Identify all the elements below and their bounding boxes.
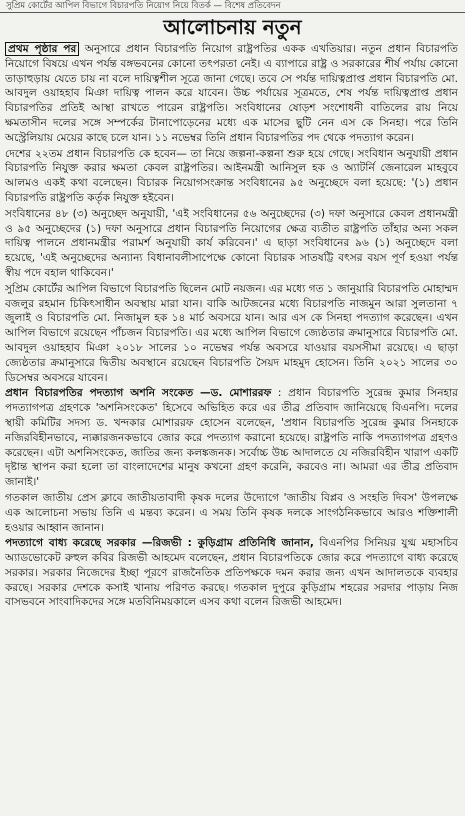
paragraph-2	[5, 147, 458, 206]
dateline: : কুড়িগ্রাম প্রতিনিধি জানান,	[181, 537, 314, 550]
paragraph-5	[5, 386, 458, 490]
continuation-tag: প্রথম পৃষ্ঠার পর	[5, 42, 79, 56]
paragraph-text: সংবিধানের ৪৮ (৩) অনুচ্ছেদ অনুযায়ী, 'এই সংবিধানের ৫৬ অনুচ্ছেদের (৩) দফা অনুসারে কেবল প্রধানমন্ত্রী ও ৯৫ অনুচ্ছেদের (১) দফা অনুসারে প্রধান বিচারপতি নিয়োগের ক্ষেত্র ব্যতীত রাষ্ট্রপতি তাঁহার অন্য সকল দায়িত্ব পালনে প্রধানমন্ত্রীর পরামর্শ অনুযায়ী কার্য করিবেন।' এ ছাড়া সংবিধানের ৯৬ (১) অনুচ্ছেদে বলা হয়েছে, 'এই অনুচ্ছেদের অন্যান্য বিধানাবলীসাপেক্ষে কোনো বিচারক সাতষট্টি বৎসর বয়স পূর্ণ হওয়া পর্যন্ত স্বীয় পদে বহাল থাকিবেন।'	[5, 207, 458, 279]
paragraph-text: সুপ্রিম কোর্টের আপিল বিভাগে বিচারপতি ছিলেন মোট নয়জন। এর মধ্যে গত ১ জানুয়ারি বিচারপতি মোহাম্মদ বজলুর রহমান চিকিৎসাধীন অবস্থায় মারা যান। বাকি আটজনের মধ্যে বিচারপতি নাজমুন আরা সুলতানা ৭ জুলাই ও বিচারপতি মো. নিজামুল হক ১৪ মার্চ অবসরে যান। আর এস কে সিনহা পদত্যাগ করেছেন। এখন আপিল বিভাগে রয়েছেন পাঁচজন বিচারপতি। এর মধ্যে আপিল বিভাগে জ্যেষ্ঠতার ক্রমানুসারে বিচারপতি মো. আবদুল ওয়াহহাব মিঞা ২০১৮ সালের ১০ নভেম্বর পর্যন্ত অবসরে যাওয়ার বয়সসীমা রয়েছে। এ ছাড়া জ্যেষ্ঠতার ক্রমানুসারে দ্বিতীয় অবস্থানে রয়েছেন বিচারপতি সৈয়দ মাহমুদ হোসেন। তিনি ২০২১ সালের ৩০ ডিসেম্বর অবসরে যাবেন।	[5, 282, 458, 384]
paragraph-text: গতকাল জাতীয় প্রেস ক্লাবে জাতীয়তাবাদী কৃষক দলের উদ্যোগে 'জাতীয় বিপ্লব ও সংহতি দিবস' উপলক্ষে এক আলোচনা সভায় তিনি এ মন্তব্য করেন। এ সময় তিনি কৃষক দলকে সাংগঠনিকভাবে আরও শক্তিশালী হওয়ার আহ্বান জানান।	[5, 491, 458, 534]
paragraph-text: অনুসারে প্রধান বিচারপতি নিয়োগ রাষ্ট্রপতির একক এখতিয়ার। নতুন প্রধান বিচারপতি নিয়োগে বিষয়ে এখন পর্যন্ত বঙ্গভবনের কোনো তৎপরতা নেই। এ ব্যাপারে রাষ্ট্র ও সরকারের শীর্ষ পর্যায় কোনো তাড়াহুড়ায় যেতে চায় না বলে দায়িত্বশীল সূত্রে জানা গেছে। তবে সে পর্যন্ত দায়িত্বপ্রাপ্ত প্রধান বিচারপতি মো. আবদুল ওয়াহহাব মিঞা দায়িত্ব পালন করে যাবেন। উচ্চ পর্যায়ের সূত্রমতে, শেষ পর্যন্ত দায়িত্বপ্রাপ্ত প্রধান বিচারপতির প্রতিই আস্থা রাখতে পারেন রাষ্ট্রপতি। সংবিধানের ষোড়শ সংশোধনী বাতিলের রায় নিয়ে ক্ষমতাসীন দলের সঙ্গে সম্পর্কের টানাপোড়েনের মধ্যে এক মাসের ছুটি নেন এস কে সিনহা। পরে তিনি অস্ট্রেলিয়ায় মেয়ের কাছে চলে যান। ১১ নভেম্বর তিনি প্রধান বিচারপতির পদ থেকে পদত্যাগ করেন।	[5, 43, 458, 144]
paragraph-text: দেশের ২২তম প্রধান বিচারপতি কে হবেন— তা নিয়ে জল্পনা-কল্পনা শুরু হয়ে গেছে। সংবিধান অনুযায়ী প্রধান বিচারপতি নিযুক্ত করার ক্ষমতা কেবল রাষ্ট্রপতির। আইনমন্ত্রী আনিসুল হক ও অ্যাটর্নি জেনারেল মাহবুবে আলমও একই কথা বলেছেন। বিচারক নিয়োগসংক্রান্ত সংবিধানের ৯৫ অনুচ্ছেদে বলা হয়েছে: '(১) প্রধান বিচারপতি রাষ্ট্রপতি কর্তৃক নিযুক্ত হইবেন।	[5, 147, 458, 204]
paragraph-7	[5, 536, 458, 610]
headline: আলোচনায় নতুন	[163, 15, 302, 39]
article-body	[5, 42, 458, 814]
paragraph-3	[5, 207, 458, 281]
subheading-moshararraf: প্রধান বিচারপতির পদত্যাগ অশনি সংকেত —ড. মোশাররফ	[5, 387, 272, 400]
subheading-rizvi: পদত্যাগে বাধ্য করেছে সরকার —রিজভী	[5, 537, 182, 550]
paragraph-1	[5, 42, 458, 146]
paragraph-6	[5, 491, 458, 535]
paragraph-text: : প্রধান বিচারপতি সুরেন্দ্র কুমার সিনহার পদত্যাগপত্র গ্রহণকে 'অশনিসংকেত' হিসেবে অভিহিত করে এর তীব্র প্রতিবাদ জানিয়েছে বিএনপি। দলের স্থায়ী কমিটির সদস্য ড. খন্দকার মোশাররফ হোসেন বলেছেন, 'প্রধান বিচারপতি সুরেন্দ্র কুমার সিনহাকে নজিরবিহীনভাবে, ন্যক্কারজনকভাবে জোর করে পদত্যাগ করানো হয়েছে। রাষ্ট্রপতি নাকি পদত্যাগপত্র গ্রহণও করেছেন। এটা অশনিসংকেত, জাতির জন্য কলঙ্কজনক। সর্বোচ্চ উচ্চ আদালতে যে নজিরবিহীন খারাপ একটি দৃষ্টান্ত স্থাপন করা হলো তা বাংলাদেশের মানুষ কখনো গ্রহণ করেনি, করবেও না। আমরা এর তীব্র প্রতিবাদ জানাই।'	[5, 387, 458, 489]
cut-off-top-line: সুপ্রিম কোর্টের আপিল বিভাগে বিচারপতি নিয়োগ নিয়ে বিতর্ক — বিশেষ প্রতিবেদন	[6, 1, 281, 11]
paragraph-text: বিএনপির সিনিয়র যুগ্ম মহাসচিব অ্যাডভোকেট রুহুল কবির রিজভী আহমেদ বলেছেন, প্রধান বিচারপতিকে জোর করে পদত্যাগে বাধ্য করেছে সরকার। সরকার নিজেদের ইচ্ছা পূরণে রাজনৈতিক প্রতিপক্ষকে দমন করার জন্য এখন আদালতকে ব্যবহার করছে। সরকার দেশকে কসাই খানায় পরিণত করছে। গতকাল দুপুরে কুড়িগ্রাম শহরের সরদার পাড়ায় নিজ বাসভবনে সাংবাদিকদের সঙ্গে মতবিনিময়কালে এসব কথা বলেন রিজভী আহমেদ।	[5, 537, 458, 609]
paragraph-4	[5, 282, 458, 386]
